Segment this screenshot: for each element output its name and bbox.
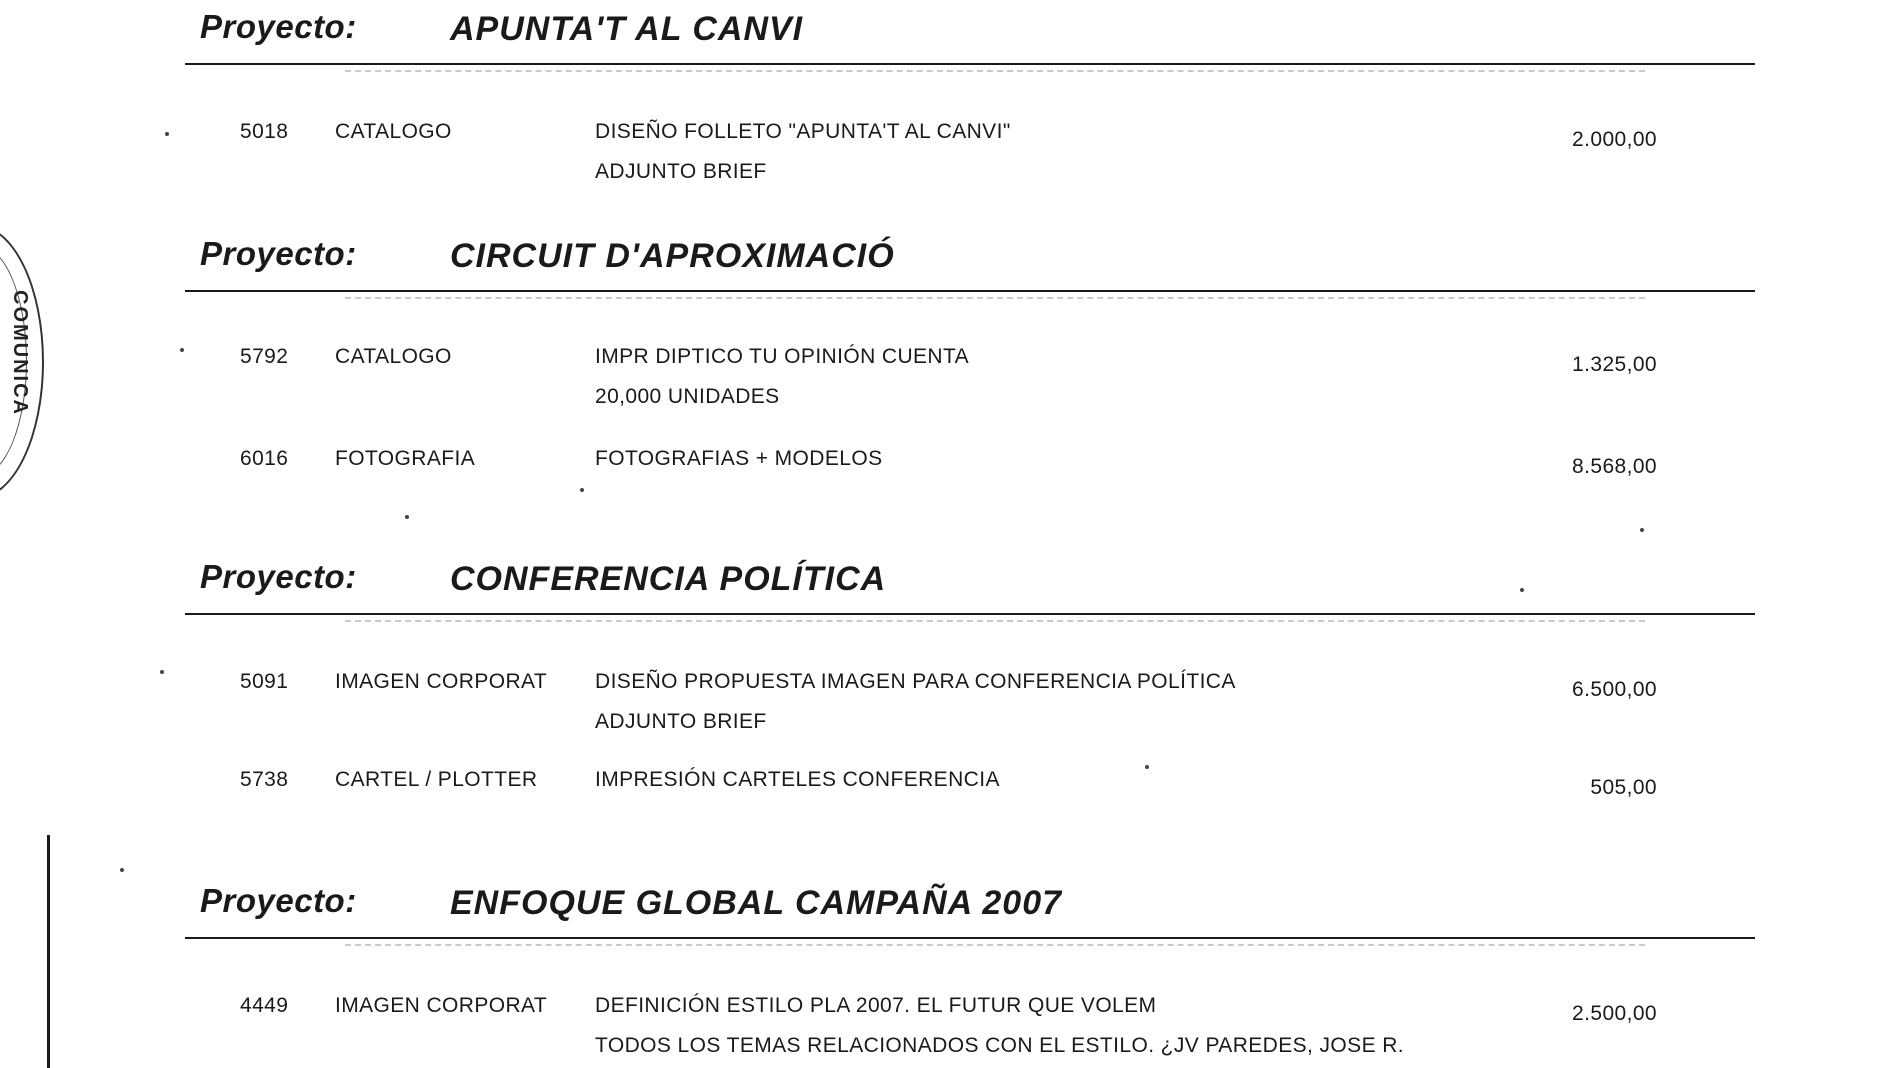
scan-speck xyxy=(1520,588,1524,592)
item-category: FOTOGRAFIA xyxy=(335,447,476,470)
item-description-line2: ADJUNTO BRIEF xyxy=(595,160,767,183)
item-description-line2: TODOS LOS TEMAS RELACIONADOS CON EL ESTILO. ¿JV PAREDES, JOSE R. xyxy=(595,1034,1405,1057)
section-rule-faint xyxy=(345,70,1645,72)
item-category: CARTEL / PLOTTER xyxy=(335,768,538,791)
scan-speck xyxy=(1640,528,1644,532)
project-label: Proyecto: xyxy=(200,558,357,595)
item-code: 5018 xyxy=(240,120,289,143)
item-amount: 505,00 xyxy=(1590,776,1657,799)
stamp-text: COMUNICA xyxy=(9,290,31,416)
project-label: Proyecto: xyxy=(200,235,357,272)
item-category: IMAGEN CORPORAT xyxy=(335,994,548,1017)
item-amount: 6.500,00 xyxy=(1572,678,1657,701)
item-amount: 8.568,00 xyxy=(1572,455,1657,478)
project-name: CONFERENCIA POLÍTICA xyxy=(450,560,887,598)
item-category: IMAGEN CORPORAT xyxy=(335,670,548,693)
item-code: 4449 xyxy=(240,994,289,1017)
scan-speck xyxy=(405,515,409,519)
item-description-line2: 20,000 UNIDADES xyxy=(595,385,780,408)
project-name: APUNTA'T AL CANVI xyxy=(450,10,804,48)
item-category: CATALOGO xyxy=(335,345,452,368)
project-header xyxy=(185,882,1755,942)
project-section-2 xyxy=(185,235,1755,478)
item-amount: 1.325,00 xyxy=(1572,353,1657,376)
item-description: IMPRESIÓN CARTELES CONFERENCIA xyxy=(595,768,1000,791)
scan-speck xyxy=(160,670,164,674)
project-header xyxy=(185,235,1755,295)
scan-speck xyxy=(165,132,169,136)
item-description: DEFINICIÓN ESTILO PLA 2007. EL FUTUR QUE VOLEM xyxy=(595,994,1157,1017)
item-amount: 2.000,00 xyxy=(1572,128,1657,151)
project-section-1 xyxy=(185,8,1755,183)
item-code: 5792 xyxy=(240,345,289,368)
item-code: 5738 xyxy=(240,768,289,791)
section-rule-faint xyxy=(345,944,1645,946)
project-section-4 xyxy=(185,882,1755,1057)
item-description: IMPR DIPTICO TU OPINIÓN CUENTA xyxy=(595,345,970,368)
item-description: DISEÑO FOLLETO "APUNTA'T AL CANVI" xyxy=(595,120,1011,143)
item-description-line2: ADJUNTO BRIEF xyxy=(595,710,767,733)
project-name: CIRCUIT D'APROXIMACIÓ xyxy=(450,237,895,275)
scan-speck xyxy=(120,868,124,872)
project-label: Proyecto: xyxy=(200,8,357,45)
item-category: CATALOGO xyxy=(335,120,452,143)
scan-speck xyxy=(1145,765,1149,769)
scan-speck xyxy=(580,488,584,492)
section-rule-faint xyxy=(345,620,1645,622)
project-label: Proyecto: xyxy=(200,882,357,919)
margin-line xyxy=(47,835,50,1068)
project-header xyxy=(185,8,1755,68)
item-code: 5091 xyxy=(240,670,289,693)
item-description: FOTOGRAFIAS + MODELOS xyxy=(595,447,883,470)
section-rule xyxy=(185,63,1755,65)
section-rule-faint xyxy=(345,297,1645,299)
item-code: 6016 xyxy=(240,447,289,470)
section-rule xyxy=(185,290,1755,292)
scan-speck xyxy=(180,348,184,352)
section-rule xyxy=(185,937,1755,939)
section-rule xyxy=(185,613,1755,615)
item-description: DISEÑO PROPUESTA IMAGEN PARA CONFERENCIA POLÍTICA xyxy=(595,670,1236,693)
project-name: ENFOQUE GLOBAL CAMPAÑA 2007 xyxy=(450,884,1063,922)
item-amount: 2.500,00 xyxy=(1572,1002,1657,1025)
